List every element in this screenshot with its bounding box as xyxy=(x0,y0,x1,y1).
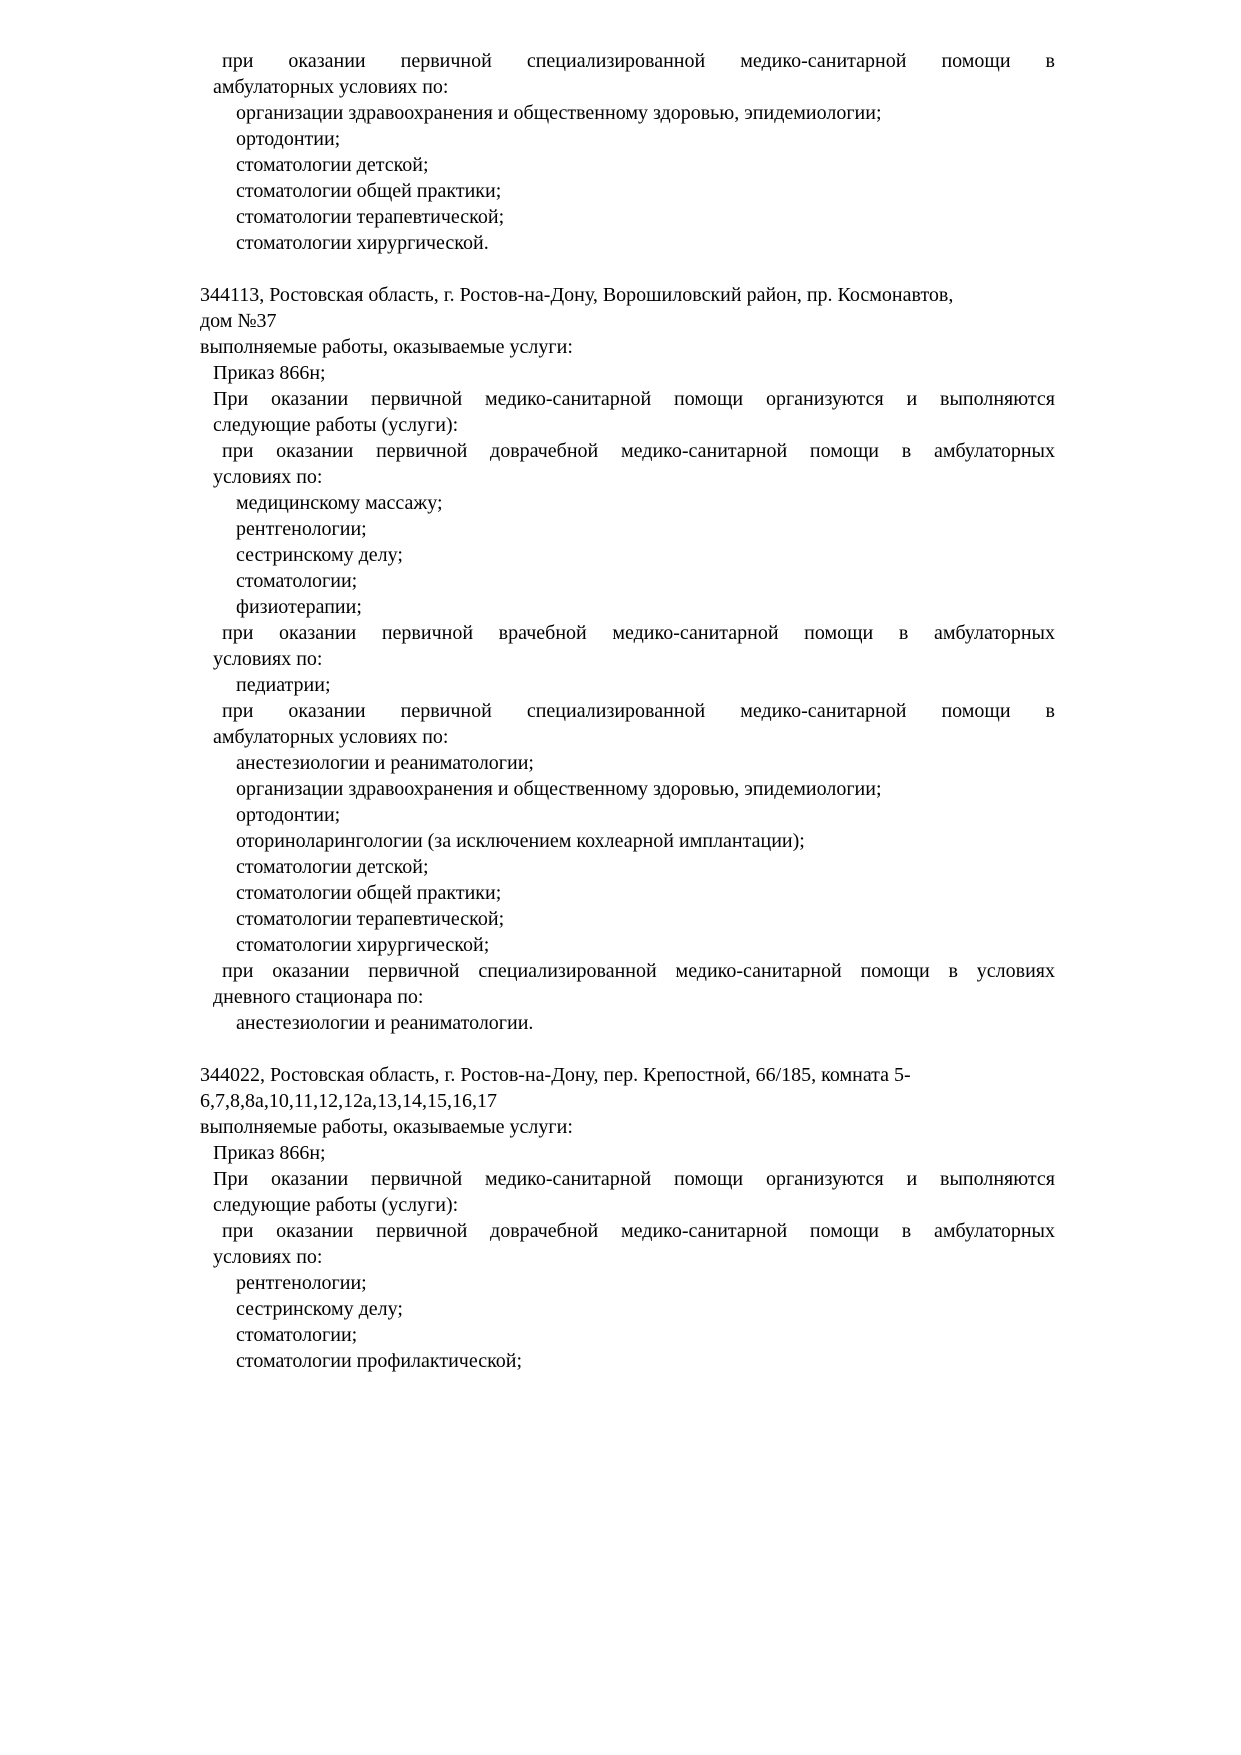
text-line: при оказании первичной доврачебной медико-санитарной помощи в амбулаторных xyxy=(222,440,1055,462)
text-line: оториноларингологии (за исключением кохлеарной имплантации); xyxy=(236,830,805,852)
text-line: 344022, Ростовская область, г. Ростов-на-Дону, пер. Крепостной, 66/185, комната 5- xyxy=(200,1064,911,1086)
text-line: стоматологии хирургической. xyxy=(236,232,489,254)
text-line: Приказ 866н; xyxy=(213,1142,326,1164)
text-line: дом №37 xyxy=(200,310,277,332)
text-line: организации здравоохранения и общественному здоровью, эпидемиологии; xyxy=(236,778,882,800)
text-line: 6,7,8,8а,10,11,12,12а,13,14,15,16,17 xyxy=(200,1090,498,1112)
blank-line xyxy=(200,256,1055,282)
text-line: выполняемые работы, оказываемые услуги: xyxy=(200,1116,573,1138)
text-line: стоматологии терапевтической; xyxy=(236,206,505,228)
text-line: при оказании первичной доврачебной медико-санитарной помощи в амбулаторных xyxy=(222,1220,1055,1242)
text-line: амбулаторных условиях по: xyxy=(213,76,449,98)
text-line: условиях по: xyxy=(213,1246,323,1268)
text-line: амбулаторных условиях по: xyxy=(213,726,449,748)
text-line: стоматологии детской; xyxy=(236,154,429,176)
text-line: стоматологии профилактической; xyxy=(236,1350,523,1372)
text-line: при оказании первичной специализированной медико-санитарной помощи в xyxy=(222,50,1055,72)
text-line: стоматологии; xyxy=(236,570,358,592)
text-line: рентгенологии; xyxy=(236,518,367,540)
text-line: дневного стационара по: xyxy=(213,986,424,1008)
text-line: педиатрии; xyxy=(236,674,331,696)
text-line: 344113, Ростовская область, г. Ростов-на-Дону, Ворошиловский район, пр. Космонавтов, xyxy=(200,284,954,306)
document-body xyxy=(200,48,1055,1374)
text-line: стоматологии общей практики; xyxy=(236,882,502,904)
text-line: сестринскому делу; xyxy=(236,1298,403,1320)
text-line: при оказании первичной врачебной медико-санитарной помощи в амбулаторных xyxy=(222,622,1055,644)
text-line: Приказ 866н; xyxy=(213,362,326,384)
text-line: анестезиологии и реаниматологии; xyxy=(236,752,534,774)
text-line: При оказании первичной медико-санитарной помощи организуются и выполняются xyxy=(213,388,1055,410)
text-line: физиотерапии; xyxy=(236,596,362,618)
text-line: условиях по: xyxy=(213,648,323,670)
text-line: анестезиологии и реаниматологии. xyxy=(236,1012,534,1034)
text-line: организации здравоохранения и общественному здоровью, эпидемиологии; xyxy=(236,102,882,124)
text-line: условиях по: xyxy=(213,466,323,488)
text-line: При оказании первичной медико-санитарной помощи организуются и выполняются xyxy=(213,1168,1055,1190)
text-line: сестринскому делу; xyxy=(236,544,403,566)
text-line: стоматологии; xyxy=(236,1324,358,1346)
text-line: следующие работы (услуги): xyxy=(213,1194,459,1216)
text-line: при оказании первичной специализированной медико-санитарной помощи в условиях xyxy=(222,960,1055,982)
text-line: стоматологии детской; xyxy=(236,856,429,878)
text-line: следующие работы (услуги): xyxy=(213,414,459,436)
text-line: выполняемые работы, оказываемые услуги: xyxy=(200,336,573,358)
blank-line xyxy=(200,1036,1055,1062)
text-line: ортодонтии; xyxy=(236,804,341,826)
text-line: стоматологии общей практики; xyxy=(236,180,502,202)
text-line: медицинскому массажу; xyxy=(236,492,443,514)
text-line: рентгенологии; xyxy=(236,1272,367,1294)
text-line: стоматологии терапевтической; xyxy=(236,908,505,930)
text-line: ортодонтии; xyxy=(236,128,341,150)
text-line: при оказании первичной специализированной медико-санитарной помощи в xyxy=(222,700,1055,722)
text-line: стоматологии хирургической; xyxy=(236,934,490,956)
